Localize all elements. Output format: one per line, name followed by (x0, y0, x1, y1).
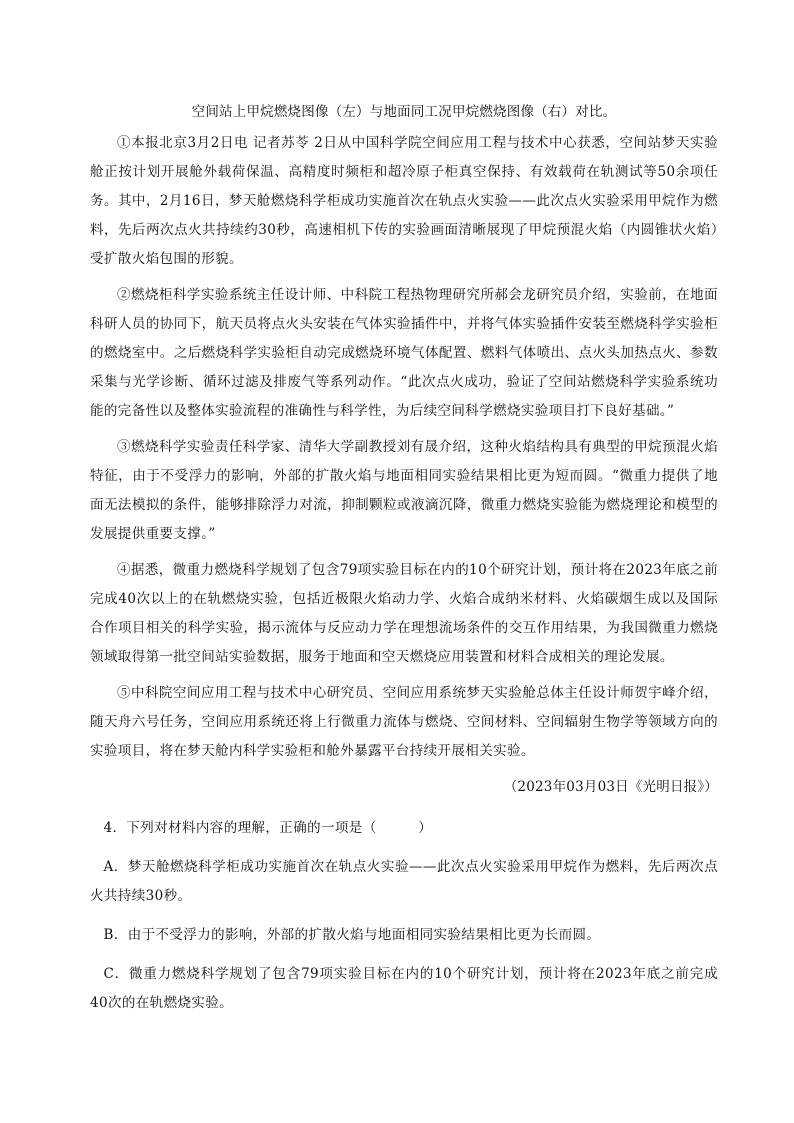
article-paragraph-4: ④据悉，微重力燃烧科学规划了包含79项实验目标在内的10个研究计划，预计将在2023年底之前完成40次以上的在轨燃烧实验，包括近极限火焰动力学、火焰合成纳米材料、火焰碳烟生成以及国际合作项目相关的科学实验，揭示流体与反应动力学在理想流场条件的交互作用结果，为我国微重力燃烧领域取得第一批空间站实验数据，服务于地面和空天燃烧应用装置和材料合成相关的理论发展。 (90, 562, 718, 665)
article-paragraph-3: ③燃烧科学实验责任科学家、清华大学副教授刘有晟介绍，这种火焰结构具有典型的甲烷预混火焰特征，由于不受浮力的影响，外部的扩散火焰与地面相同实验结果相比更为短而圆。“微重力提供了地面无法模拟的条件，能够排除浮力对流，抑制颗粒或液滴沉降，微重力燃烧实验能为燃烧理论和模型的发展提供重要支撑。” (90, 439, 718, 542)
article-paragraph-5: ⑤中科院空间应用工程与技术中心研究员、空间应用系统梦天实验舱总体主任设计师贺宇峰介绍，随天舟六号任务，空间应用系统还将上行微重力流体与燃烧、空间材料、空间辐射生物学等领域方向的实验项目，将在梦天舱内科学实验柜和舱外暴露平台持续开展相关实验。 (90, 685, 718, 759)
article-paragraph-1: ①本报北京3月2日电 记者苏苓 2日从中国科学院空间应用工程与技术中心获悉，空间站梦天实验舱正按计划开展舱外载荷保温、高精度时频柜和超冷原子柜真空保持、有效载荷在轨测试等50余项任务。其中，2月16日，梦天舱燃烧科学柜成功实施首次在轨点火实验——此次点火实验采用甲烷作为燃料，先后两次点火共持续约30秒，高速相机下传的实验画面清晰展现了甲烷预混火焰（内圆锥状火焰）受扩散火焰包围的形貌。 (90, 135, 718, 267)
article-source: （2023年03月03日《光明日报》） (503, 779, 718, 795)
option-c: C．微重力燃烧科学规划了包含79项实验目标在内的10个研究计划，预计将在2023年底之前完成40次的在轨燃烧实验。 (90, 966, 718, 1011)
image-caption: 空间站上甲烷燃烧图像（左）与地面同工况甲烷燃烧图像（右）对比。 (191, 104, 617, 120)
question-stem: 4．下列对材料内容的理解，正确的一项是（ ） (103, 820, 433, 836)
article-body (90, 129, 718, 766)
option-b: B．由于不受浮力的影响，外部的扩散火焰与地面相同实验结果相比更为长而圆。 (103, 927, 601, 943)
article-paragraph-2: ②燃烧柜科学实验系统主任设计师、中科院工程热物理研究所郝会龙研究员介绍，实验前，在地面科研人员的协同下，航天员将点火头安装在气体实验插件中，并将气体实验插件安装至燃烧科学实验柜的燃烧室中。之后燃烧科学实验柜自动完成燃烧环境气体配置、燃料气体喷出、点火头加热点火、参数采集与光学诊断、循环过滤及排废气等系列动作。“此次点火成功，验证了空间站燃烧科学实验系统功能的完备性以及整体实验流程的准确性与科学性，为后续空间科学燃烧实验项目打下良好基础。” (90, 287, 718, 419)
option-a: A．梦天舱燃烧科学柜成功实施首次在轨点火实验——此次点火实验采用甲烷作为燃料，先后两次点火共持续30秒。 (90, 859, 718, 904)
question-block (90, 814, 718, 1018)
